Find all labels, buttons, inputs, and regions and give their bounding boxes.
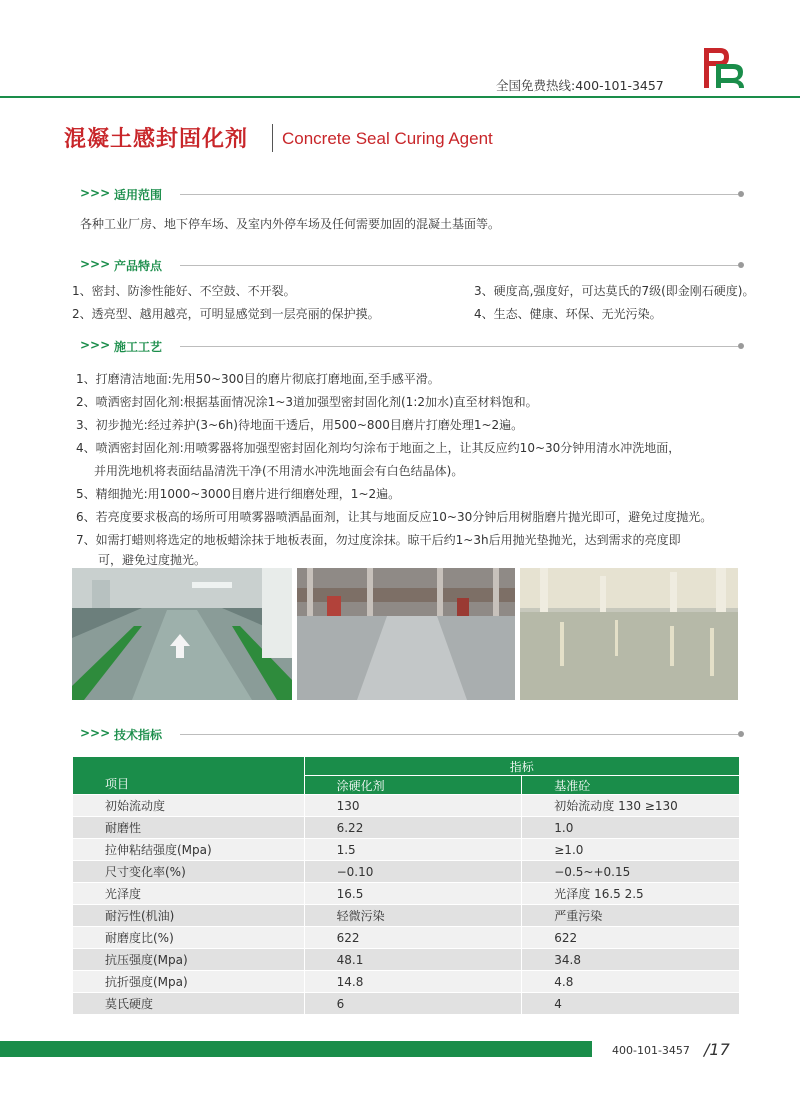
table-row bbox=[73, 839, 740, 861]
section-dot bbox=[738, 262, 744, 268]
feature-item: 1、密封、防渗性能好、不空鼓、不开裂。 bbox=[72, 284, 296, 298]
table-cell-item: 抗折强度(Mpa) bbox=[73, 971, 305, 993]
table-cell-a: 48.1 bbox=[304, 949, 522, 971]
process-step-continued: 并用洗地机将表面结晶清洗干净(不用清水冲洗地面会有白色结晶体)。 bbox=[94, 464, 464, 478]
table-cell-b: 34.8 bbox=[522, 949, 740, 971]
table-cell-b: 光泽度 16.5 2.5 bbox=[522, 883, 740, 905]
header-divider bbox=[0, 96, 800, 98]
table-cell-b: 4.8 bbox=[522, 971, 740, 993]
process-step: 1、打磨清洁地面:先用50~300目的磨片彻底打磨地面,至手感平滑。 bbox=[76, 372, 440, 386]
table-cell-item: 尺寸变化率(%) bbox=[73, 861, 305, 883]
table-row bbox=[73, 949, 740, 971]
table-cell-a: 6.22 bbox=[304, 817, 522, 839]
table-cell-item: 拉伸粘结强度(Mpa) bbox=[73, 839, 305, 861]
page-title-en: Concrete Seal Curing Agent bbox=[282, 129, 493, 148]
footer-hotline: 400-101-3457 bbox=[612, 1044, 690, 1057]
section-arrows: >>> bbox=[80, 726, 111, 740]
section-arrows: >>> bbox=[80, 338, 111, 352]
warehouse-floor-photo bbox=[297, 568, 515, 700]
table-cell-a: 130 bbox=[304, 795, 522, 817]
section-header-features bbox=[80, 257, 744, 273]
scope-text: 各种工业厂房、地下停车场、及室内外停车场及任何需要加固的混凝土基面等。 bbox=[80, 217, 501, 231]
section-dot bbox=[738, 731, 744, 737]
process-step: 3、初步抛光:经过养护(3~6h)待地面干透后，用500~800目磨片打磨处理1~2遍。 bbox=[76, 418, 524, 432]
section-header-scope bbox=[80, 186, 744, 202]
section-header-specs bbox=[80, 726, 744, 742]
table-header-col-a: 涂硬化剂 bbox=[304, 776, 522, 795]
section-rule bbox=[180, 734, 738, 735]
table-cell-item: 莫氏硬度 bbox=[73, 993, 305, 1015]
table-cell-b: ≥1.0 bbox=[522, 839, 740, 861]
section-rule bbox=[180, 346, 738, 347]
table-header-row bbox=[73, 757, 740, 776]
page-title-cn: 混凝土感封固化剂 bbox=[64, 127, 249, 152]
table-cell-b: −0.5~+0.15 bbox=[522, 861, 740, 883]
table-row bbox=[73, 905, 740, 927]
process-step-continued: 可，避免过度抛光。 bbox=[98, 553, 207, 567]
table-row bbox=[73, 883, 740, 905]
section-label-process: 施工工艺 bbox=[114, 340, 163, 354]
table-cell-a: 轻微污染 bbox=[304, 905, 522, 927]
table-cell-b: 初始流动度 130 ≥130 bbox=[522, 795, 740, 817]
process-step: 2、喷洒密封固化剂:根据基面情况涂1~3道加强型密封固化剂(1:2加水)直至材料饱和。 bbox=[76, 395, 538, 409]
table-row bbox=[73, 861, 740, 883]
spec-table bbox=[72, 756, 740, 1015]
section-label-specs: 技术指标 bbox=[114, 728, 163, 742]
section-label-scope: 适用范围 bbox=[114, 188, 163, 202]
table-cell-a: 6 bbox=[304, 993, 522, 1015]
table-cell-a: 622 bbox=[304, 927, 522, 949]
table-cell-item: 耐磨性 bbox=[73, 817, 305, 839]
table-cell-a: 1.5 bbox=[304, 839, 522, 861]
pb-logo-icon bbox=[700, 44, 748, 92]
table-cell-item: 耐磨度比(%) bbox=[73, 927, 305, 949]
title-separator bbox=[272, 124, 273, 152]
table-cell-a: −0.10 bbox=[304, 861, 522, 883]
hotline-text: 全国免费热线:400-101-3457 bbox=[496, 78, 664, 93]
table-header-group: 指标 bbox=[304, 757, 739, 776]
table-header-col-b: 基准砼 bbox=[522, 776, 740, 795]
table-cell-b: 1.0 bbox=[522, 817, 740, 839]
section-rule bbox=[180, 265, 738, 266]
section-dot bbox=[738, 343, 744, 349]
polished-hall-photo bbox=[520, 568, 738, 700]
section-header-process bbox=[80, 338, 744, 354]
process-step: 7、如需打蜡则将选定的地板蜡涂抹于地板表面，勿过度涂抹。晾干后约1~3h后用抛光垫抛光，达到需求的亮度即 bbox=[76, 533, 681, 547]
process-step: 6、若亮度要求极高的场所可用喷雾器喷洒晶面剂，让其与地面反应10~30分钟后用树脂磨片抛光即可，避免过度抛光。 bbox=[76, 510, 713, 524]
table-cell-b: 严重污染 bbox=[522, 905, 740, 927]
table-cell-item: 光泽度 bbox=[73, 883, 305, 905]
table-cell-a: 16.5 bbox=[304, 883, 522, 905]
table-cell-item: 抗压强度(Mpa) bbox=[73, 949, 305, 971]
table-row bbox=[73, 971, 740, 993]
page-number: /17 bbox=[704, 1040, 730, 1059]
table-row bbox=[73, 795, 740, 817]
table-header-item: 项目 bbox=[73, 757, 305, 795]
table-row bbox=[73, 927, 740, 949]
parking-garage-photo bbox=[72, 568, 292, 700]
table-cell-b: 622 bbox=[522, 927, 740, 949]
section-rule bbox=[180, 194, 738, 195]
table-row bbox=[73, 817, 740, 839]
table-cell-b: 4 bbox=[522, 993, 740, 1015]
feature-item: 3、硬度高,强度好，可达莫氏的7级(即金刚石硬度)。 bbox=[474, 284, 755, 298]
section-arrows: >>> bbox=[80, 186, 111, 200]
feature-item: 2、透亮型、越用越亮，可明显感觉到一层亮丽的保护摸。 bbox=[72, 307, 380, 321]
section-arrows: >>> bbox=[80, 257, 111, 271]
process-step: 5、精细抛光:用1000~3000目磨片进行细磨处理，1~2遍。 bbox=[76, 487, 401, 501]
feature-item: 4、生态、健康、环保、无光污染。 bbox=[474, 307, 662, 321]
table-cell-item: 初始流动度 bbox=[73, 795, 305, 817]
table-row bbox=[73, 993, 740, 1015]
table-body bbox=[73, 795, 740, 1015]
table-cell-a: 14.8 bbox=[304, 971, 522, 993]
table-cell-item: 耐污性(机油) bbox=[73, 905, 305, 927]
section-dot bbox=[738, 191, 744, 197]
process-step: 4、喷洒密封固化剂:用喷雾器将加强型密封固化剂均匀涂布于地面之上，让其反应约10~30分钟用清水冲洗地面， bbox=[76, 441, 681, 455]
section-label-features: 产品特点 bbox=[114, 259, 163, 273]
